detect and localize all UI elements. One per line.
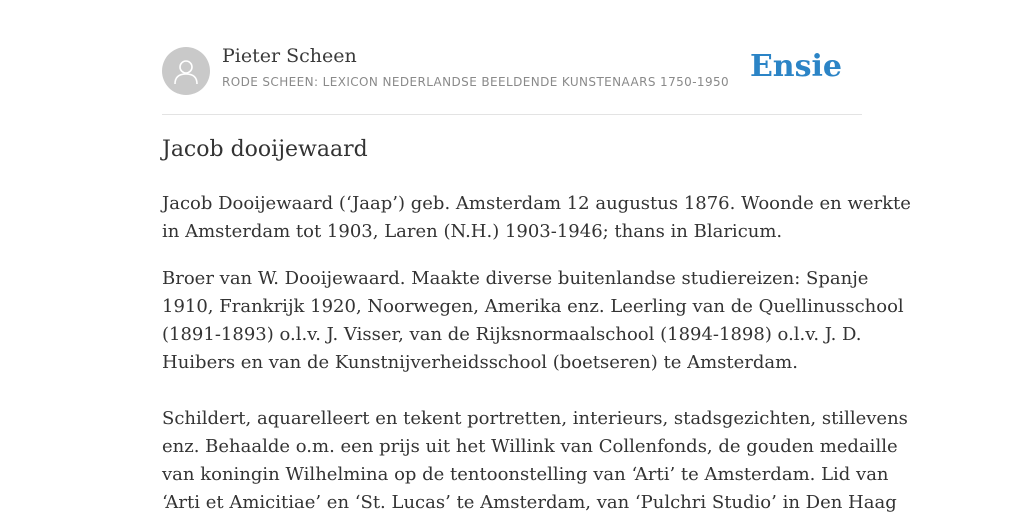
paragraph-line: in Amsterdam tot 1903, Laren (N.H.) 1903-1946; thans in Blaricum. (162, 221, 783, 242)
user-avatar-icon (172, 57, 200, 85)
paragraph-line: van koningin Wilhelmina op de tentoonstelling van ‘Arti’ te Amsterdam. Lid van (162, 464, 889, 485)
author-avatar[interactable] (162, 47, 210, 95)
paragraph-line: 1910, Frankrijk 1920, Noorwegen, Amerika enz. Leerling van de Quellinusschool (162, 296, 904, 317)
paragraph-line: Jacob Dooijewaard (‘Jaap’) geb. Amsterdam 12 augustus 1876. Woonde en werkte (162, 193, 911, 214)
content-column (162, 0, 911, 512)
paragraph-line: Huibers en van de Kunstnijverheidsschool (boetseren) te Amsterdam. (162, 352, 798, 373)
article-title: Jacob dooijewaard (162, 137, 368, 162)
paragraph-line: ‘Arti et Amicitiae’ en ‘St. Lucas’ te Amsterdam, van ‘Pulchri Studio’ in Den Haag (162, 492, 897, 512)
article-header (162, 0, 862, 115)
paragraph-line: (1891-1893) o.l.v. J. Visser, van de Rijksnormaalschool (1894-1898) o.l.v. J. D. (162, 324, 862, 345)
source-reference[interactable]: RODE SCHEEN: LEXICON NEDERLANDSE BEELDENDE KUNSTENAARS 1750-1950 (222, 75, 730, 89)
paragraph-line: Schildert, aquarelleert en tekent portretten, interieurs, stadsgezichten, stillevens (162, 408, 908, 429)
paragraph-line: Broer van W. Dooijewaard. Maakte diverse buitenlandse studiereizen: Spanje (162, 268, 869, 289)
paragraph-gap (162, 377, 862, 405)
paragraph-gap (162, 246, 862, 265)
paragraph-line: enz. Behaalde o.m. een prijs uit het Willink van Collenfonds, de gouden medaille (162, 436, 898, 457)
author-name[interactable]: Pieter Scheen (222, 45, 357, 67)
article-body (162, 190, 911, 512)
brand-logo[interactable]: Ensie (749, 49, 842, 84)
